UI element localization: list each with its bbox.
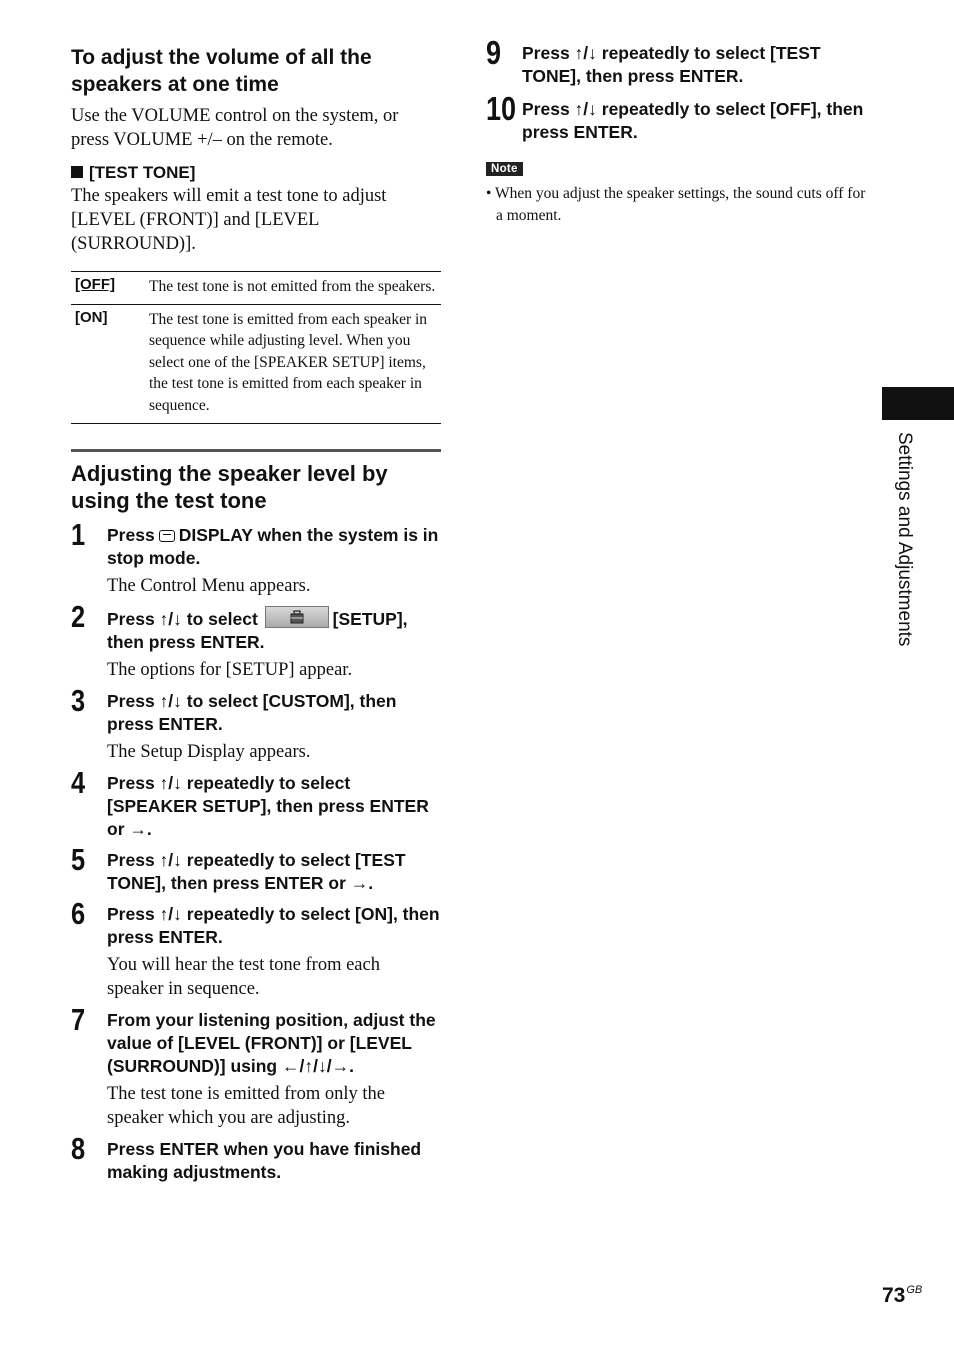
display-button-icon — [159, 530, 175, 542]
step-desc: The options for [SETUP] appear. — [107, 659, 353, 680]
step-9 — [486, 34, 866, 88]
step-title: Press ↑/↓ repeatedly to select [SPEAKER SETUP], then press ENTER or →. — [107, 772, 429, 839]
option-key-on: [ON] — [71, 304, 149, 423]
volume-intro: Use the VOLUME control on the system, or press VOLUME +/– on the remote. — [71, 106, 399, 150]
step-number: 6 — [71, 895, 86, 931]
step-title: Press ↑/↓ repeatedly to select [ON], then press ENTER. — [107, 903, 440, 947]
option-desc-off: The test tone is not emitted from the speakers. — [149, 272, 441, 305]
step-title: Press ↑/↓ repeatedly to select [TEST TONE], then press ENTER. — [522, 43, 821, 86]
step-number: 7 — [71, 1001, 86, 1037]
test-tone-desc: The speakers will emit a test tone to adjust [LEVEL (FRONT)] and [LEVEL (SURROUND)]. — [71, 186, 387, 254]
step-number: 1 — [71, 516, 86, 552]
section-heading: Adjusting the speaker level by using the test tone — [71, 460, 388, 513]
step-3 — [71, 682, 441, 764]
step-4 — [71, 764, 441, 841]
step-5 — [71, 841, 441, 895]
square-bullet-icon — [71, 166, 83, 178]
step-title: Press ENTER when you have finished making adjustments. — [107, 1138, 422, 1182]
right-column — [486, 36, 866, 227]
step-title: Press ↑/↓ repeatedly to select [TEST TONE], then press ENTER or →. — [107, 849, 406, 893]
step-desc: The test tone is emitted from only the speaker which you are adjusting. — [107, 1083, 385, 1128]
step-1 — [71, 516, 441, 598]
page-number: $73^{GB}$ — [882, 1284, 923, 1307]
step-desc: You will hear the test tone from each speaker in sequence. — [107, 954, 380, 999]
chapter-side-label: Settings and Adjustments — [894, 432, 915, 647]
option-desc-on: The test tone is emitted from each speaker in sequence while adjusting level. When you select one of the [SPEAKER SETUP] items, the test tone is emitted from each speaker in sequence. — [149, 304, 441, 423]
step-number: 9 — [486, 34, 502, 71]
table-row — [71, 272, 441, 305]
note-text: • When you adjust the speaker settings, the sound cuts off for a moment. — [486, 185, 866, 224]
step-title: Press DISPLAY when the system is in stop mode. — [107, 524, 439, 568]
step-desc: The Control Menu appears. — [107, 575, 311, 596]
step-title: Press ↑/↓ repeatedly to select [OFF], then press ENTER. — [522, 99, 864, 142]
step-6 — [71, 895, 441, 1001]
setup-toolbox-icon — [265, 606, 329, 628]
section-divider — [71, 449, 441, 452]
chapter-tab-marker — [882, 387, 954, 420]
step-10 — [486, 90, 866, 144]
note-label: Note — [486, 162, 523, 176]
option-key-off: [OFF] — [75, 276, 115, 293]
test-tone-options-table — [71, 271, 441, 424]
step-desc: The Setup Display appears. — [107, 741, 311, 762]
step-8 — [71, 1130, 441, 1184]
test-tone-title — [71, 162, 441, 184]
step-7 — [71, 1001, 441, 1130]
left-column — [71, 44, 441, 1184]
step-title: Press ↑/↓ to select [CUSTOM], then press ENTER. — [107, 690, 397, 734]
step-title: Press ↑/↓ to select [SETUP], then press ENTER. — [107, 606, 441, 654]
step-number: 10 — [486, 90, 517, 127]
step-title: From your listening position, adjust the value of [LEVEL (FRONT)] or [LEVEL (SURROUND)] using ←/↑/↓/→. — [107, 1009, 436, 1076]
step-number: 3 — [71, 682, 86, 718]
page-number-suffix: GB — [906, 1284, 923, 1296]
table-row — [71, 304, 441, 423]
step-number: 2 — [71, 598, 86, 634]
step-number: 8 — [71, 1130, 86, 1166]
step-2 — [71, 598, 441, 682]
step-number: 4 — [71, 764, 86, 800]
step-number: 5 — [71, 841, 86, 877]
test-tone-title-text: [TEST TONE] — [89, 163, 196, 182]
subheading-volume: To adjust the volume of all the speakers at one time — [71, 46, 372, 96]
